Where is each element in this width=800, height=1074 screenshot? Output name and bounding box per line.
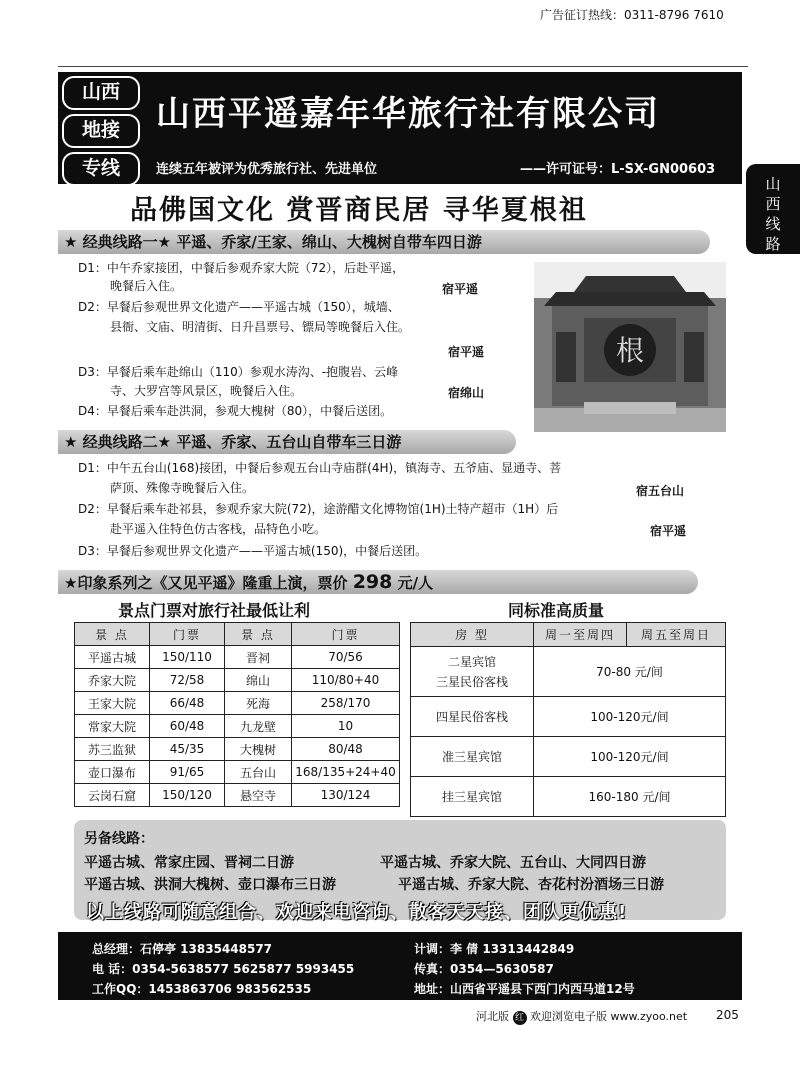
route2-d1-line1: D1：中午五台山(168)接团，中餐后参观五台山寺庙群(4H)，镇海寺、五爷庙、显通寺、菩 [78,461,562,475]
table-cell: 五台山 [225,761,292,784]
planner-contact: 计调：李 倩 13313442849 [414,942,575,956]
show-banner [58,570,698,594]
side-tab-label: 山西线路 [765,175,781,253]
table-cell: 160-180 元/间 [534,777,726,817]
license-number: ——许可证号：L-SX-GN00603 [520,162,716,177]
route1-d2-stay: 宿平遥 [448,345,485,359]
route1-d3-line1: D3：早餐后乘车赴绵山（110）参观水涛沟、-抱腹岩、云峰 [78,365,399,379]
top-divider [58,66,748,67]
col-header: 房 型 [411,623,534,647]
tickets-title: 景点门票对旅行社最低让利 [118,601,311,620]
table-row [411,777,726,817]
table-row [411,647,726,697]
table-cell: 九龙壁 [225,715,292,738]
table-cell: 91/65 [150,761,225,784]
table-row [75,646,400,669]
show-unit: 元/人 [397,574,434,592]
table-cell: 70-80 元/间 [534,647,726,697]
table-cell: 72/58 [150,669,225,692]
room-type: 二星宾馆 [447,654,496,669]
route2-title: ★ 经典线路二★ 平遥、乔家、五台山自带车三日游 [58,430,516,454]
table-cell: 45/35 [150,738,225,761]
table-cell: 绵山 [225,669,292,692]
table-cell: 70/56 [292,646,400,669]
table-row [75,692,400,715]
route1-d1-line2: 晚餐后入住。 [110,279,183,293]
table-row [411,697,726,737]
route2-d3-line1: D3：早餐后参观世界文化遗产——平遥古城(150)，中餐后送团。 [78,544,428,558]
address: 地址：山西省平遥县下西门内西马道12号 [414,982,635,996]
col-header: 周一至周四 [534,623,627,647]
table-header-row [75,623,400,646]
other-route-2: 平遥古城、乔家大院、五台山、大同四日游 [380,855,646,871]
table-cell: 壶口瀑布 [75,761,150,784]
logo-line-2: 地接 [62,114,140,148]
other-route-4: 平遥古城、乔家大院、杏花村汾酒场三日游 [398,877,664,893]
award-line: 连续五年被评为优秀旅行社、先进单位 [156,162,378,177]
hotels-title: 同标准高质量 [508,601,605,620]
table-cell: 130/124 [292,784,400,807]
table-row [75,715,400,738]
table-cell: 大槐树 [225,738,292,761]
table-cell: 悬空寺 [225,784,292,807]
temple-photo [534,262,726,432]
table-cell: 晋祠 [225,646,292,669]
logo-line-3: 专线 [62,152,140,186]
col-header: 景 点 [225,623,292,646]
edition-label: 河北版 [476,1010,509,1023]
table-cell: 云岗石窟 [75,784,150,807]
temple-illustration [534,262,726,432]
route1-d2-line1: D2：早餐后参观世界文化遗产——平遥古城（150），城墙、 [78,300,400,314]
col-header: 门票 [150,623,225,646]
table-cell: 王家大院 [75,692,150,715]
room-type: 三星民俗客栈 [435,674,508,689]
table-cell: 准三星宾馆 [411,737,534,777]
table-cell [411,647,534,697]
ad-hotline: 广告征订热线：0311-8796 7610 [540,8,724,22]
table-row [75,784,400,807]
route1-d4-line1: D4：早餐后乘车赴洪洞，参观大槐树（80），中餐后送团。 [78,404,393,418]
other-route-3: 平遥古城、洪洞大槐树、壶口瀑布三日游 [84,877,336,893]
table-row [75,669,400,692]
hotels-table [410,622,726,817]
table-cell: 110/80+40 [292,669,400,692]
route1-d2-line2: 县衙、文庙、明清街、日升昌票号、镖局等晚餐后入住。 [110,320,411,334]
route2-d2-stay: 宿平遥 [650,524,687,538]
route2-d1-stay: 宿五台山 [636,484,685,498]
company-name: 山西平遥嘉年华旅行社有限公司 [156,94,660,134]
side-tab [746,164,800,254]
route2-d2-line1: D2：早餐后乘车赴祁县，参观乔家大院(72)，途游醋文化博物馆(1H)土特产超市（1H）后 [78,502,559,516]
table-cell: 苏三监狱 [75,738,150,761]
table-cell: 四星民俗客栈 [411,697,534,737]
table-row [75,761,400,784]
tickets-table [74,622,400,807]
show-price: 298 [352,571,393,593]
col-header: 门票 [292,623,400,646]
table-cell: 100-120元/间 [534,697,726,737]
table-cell: 100-120元/间 [534,737,726,777]
logo [62,76,146,180]
phone-numbers: 电 话：0354-5638577 5625877 5993455 [92,962,355,976]
route1-d3-stay: 宿绵山 [448,386,485,400]
table-cell: 乔家大院 [75,669,150,692]
table-cell: 常家大院 [75,715,150,738]
work-qq: 工作QQ：1453863706 983562535 [92,982,312,996]
fax-number: 传真：0354—5630587 [414,962,554,976]
route1-title: ★ 经典线路一★ 平遥、乔家/王家、绵山、大槐树自带车四日游 [58,230,710,254]
table-header-row [411,623,726,647]
slogan: 品佛国文化 赏晋商民居 寻华夏根祖 [130,195,588,226]
table-cell: 150/110 [150,646,225,669]
plaque-text: 根 [615,334,645,367]
table-cell: 168/135+24+40 [292,761,400,784]
edition-mark-icon: 红 [513,1011,527,1025]
show-text: ★印象系列之《又见平遥》隆重上演，票价 [64,574,348,592]
col-header: 周五至周日 [627,623,726,647]
other-route-1: 平遥古城、常家庄园、晋祠二日游 [84,855,294,871]
table-cell: 平遥古城 [75,646,150,669]
table-cell: 258/170 [292,692,400,715]
logo-line-1: 山西 [62,76,140,110]
route2-d1-line2: 萨顶、殊像寺晚餐后入住。 [110,481,255,495]
promo-banner: 以上线路可随意组合、欢迎来电咨询、散客天天接、团队更优惠! [86,902,628,923]
table-cell: 挂三星宾馆 [411,777,534,817]
table-cell: 150/120 [150,784,225,807]
table-cell: 10 [292,715,400,738]
page-number: 205 [716,1008,739,1022]
route1-d1-stay: 宿平遥 [442,282,479,296]
table-row [411,737,726,777]
route1-d1-line1: D1：中午乔家接团，中餐后参观乔家大院（72），后赴平遥， [78,261,405,275]
table-cell: 66/48 [150,692,225,715]
table-cell: 80/48 [292,738,400,761]
table-cell: 60/48 [150,715,225,738]
bottom-edition-line [476,1008,687,1025]
other-routes-label: 另备线路： [84,831,154,847]
general-manager: 总经理：石停亭 13835448577 [92,942,273,956]
website-text: 欢迎浏览电子版 www.zyoo.net [530,1010,688,1023]
table-row [75,738,400,761]
route1-d3-line2: 寺、大罗宫等风景区，晚餐后入住。 [110,384,303,398]
col-header: 景 点 [75,623,150,646]
table-cell: 死海 [225,692,292,715]
route2-d2-line2: 赴平遥入住特色仿古客栈，品特色小吃。 [110,522,327,536]
